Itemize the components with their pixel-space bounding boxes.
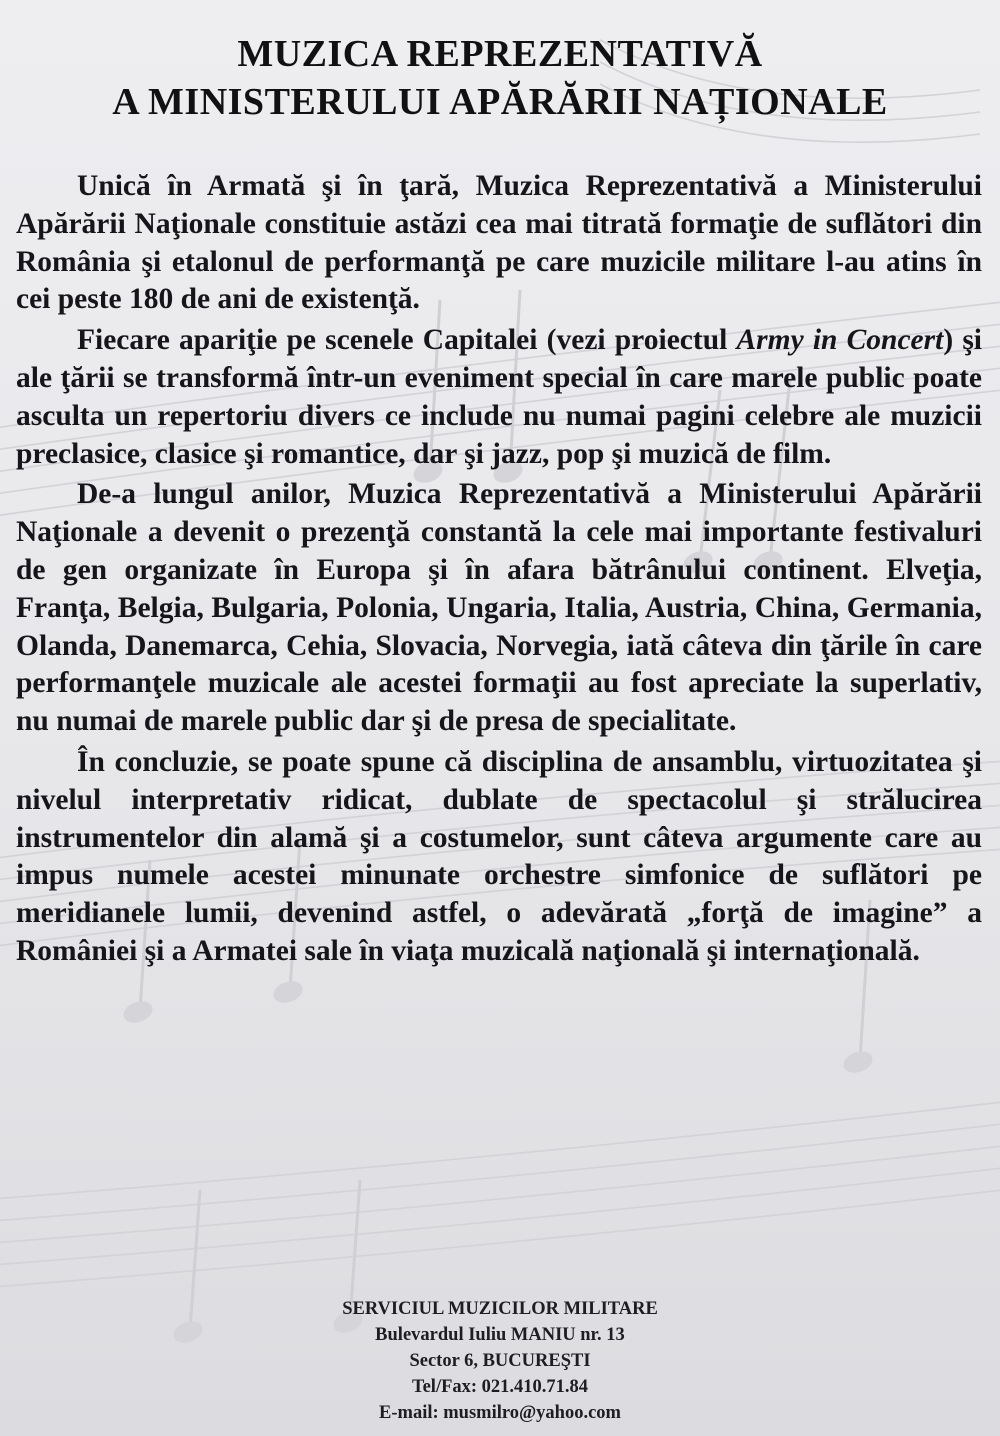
paragraph-3: De-a lungul anilor, Muzica Reprezentativă a Ministerului Apărării Naţionale a devenit o prezenţă constantă la cele mai importante festivaluri de gen organizate în Europa şi în afara bătrânului continent. Elveţia, Franţa, Belgia, Bulgaria, Polonia, Ungaria, Italia, Austria, China, Germania, Olanda, Danemarca, Cehia, Slovacia, Norvegia, iată câteva din ţările în care performanţele muzicale ale acestei formaţii au fost apreciate la superlativ, nu numai de marele public dar şi de presa de specialitate. <box>16 478 982 738</box>
paragraph-2-rest: ) şi ale ţării se transformă într-un eveniment special în care marele public poate asculta un repertoriu divers ce include nu numai pagini celebre ale muzicii preclasice, clasice şi romantice, dar şi jazz, pop şi muzică de film. <box>16 324 982 470</box>
project-name-italic: Army in Concert <box>736 324 944 357</box>
paragraph-4: În concluzie, se poate spune că disciplina de ansamblu, virtuozitatea şi nivelul interpretativ ridicat, dublate de spectacolul şi strălucirea instrumentelor din alamă şi a costumelor, sunt câteva argumente care au impus numele acestei minunate orchestre simfonice de suflători pe meridianele lumii, devenind astfel, o adevărată „forţă de imagine” a României şi a Armatei sale în viaţa muzicală naţională şi internaţională. <box>16 745 982 967</box>
contact-footer <box>250 1296 750 1426</box>
title-line-1: MUZICA REPREZENTATIVĂ <box>237 33 763 75</box>
paragraph-2 <box>16 322 982 473</box>
footer-address: Bulevardul Iuliu MANIU nr. 13 <box>375 1325 625 1345</box>
footer-email: E-mail: musmilro@yahoo.com <box>379 1403 621 1423</box>
footer-phone: Tel/Fax: 021.410.71.84 <box>411 1377 589 1397</box>
title-line-2: A MINISTERULUI APĂRĂRII NAȚIONALE <box>112 81 888 123</box>
footer-city: Sector 6, BUCUREŞTI <box>409 1351 591 1371</box>
footer-organization: SERVICIUL MUZICILOR MILITARE <box>342 1299 658 1319</box>
paragraph-1: Unică în Armată şi în ţară, Muzica Reprezentativă a Ministerului Apărării Naţionale constituie astăzi cea mai titrată formaţie de suflători din România şi etalonul de performanţă pe care muzicile militare l-au atins în cei peste 180 de ani de existenţă. <box>16 170 982 316</box>
paragraph-2-lead: Fiecare apariţie pe scenele Capitalei (vezi proiectul <box>77 324 737 357</box>
body-text <box>16 168 982 974</box>
